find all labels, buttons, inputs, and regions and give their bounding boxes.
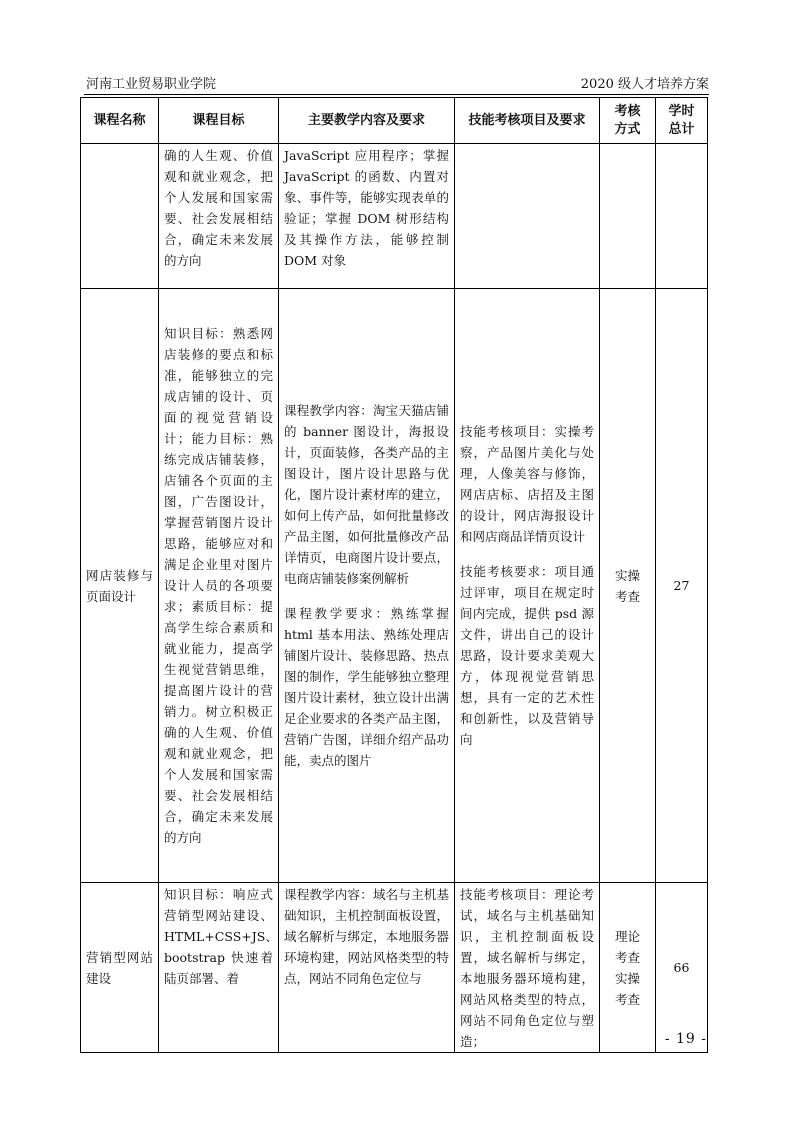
header-exam-method [600, 98, 656, 144]
exam-method-cell [600, 144, 656, 289]
header-exam-method-line1: 考核 [614, 103, 641, 119]
header-hours [656, 98, 708, 144]
header-content: 主要教学内容及要求 [279, 98, 455, 144]
hours-cell: 66 [656, 883, 708, 1053]
exam-method-line: 考查 [614, 949, 640, 965]
header-course-goal: 课程目标 [159, 98, 279, 144]
header-divider [84, 94, 709, 95]
table-header-row [81, 98, 708, 144]
course-name-cell [81, 144, 159, 289]
content-requirement-text: 课程教学要求：熟练掌握 html 基本用法、熟练处理店铺图片设计、装修思路、热点图的制作，学生能够独立整理图片设计素材，独立设计出满足企业要求的各类产品主图，营销广告图，详细介绍产品功能，卖点的图片 [284, 606, 449, 768]
header-school-name: 河南工业贸易职业学院 [86, 77, 217, 92]
header-exam-method-line2: 方式 [614, 121, 641, 137]
exam-method-line: 考查 [614, 588, 640, 604]
skills-requirement-text: 技能考核要求：项目通过评审，项目在规定时间内完成，提供 psd 源文件，讲出自己的设计思路，设计要求美观大方，体现视觉营销思想，具有一定的艺术性和创新性，以及营销导向 [460, 564, 594, 747]
page-number: - 19 - [664, 1031, 707, 1047]
exam-method-cell [600, 883, 656, 1053]
course-name-cell: 网店装修与页面设计 [81, 289, 159, 883]
course-goal-cell: 知识目标：熟悉网店装修的要点和标准，能够独立的完成店铺的设计、页面的视觉营销设计；能力目标：熟练完成店铺装修，店铺各个页面的主图，广告图设计，掌握营销图片设计思路，能够应对和满足企业里对图片设计人员的各项要求；素质目标：提高学生综合素质和就业能力，提高学生视觉营销思维，提高图片设计的营销力。树立积极正确的人生观、价值观和就业观念，把个人发展和国家需要、社会发展相结合，确定未来发展的方向 [159, 289, 279, 883]
course-goal-cell: 确的人生观、价值观和就业观念，把个人发展和国家需要、社会发展相结合，确定未来发展的方向 [159, 144, 279, 289]
header-hours-line1: 学时 [668, 103, 695, 119]
table-row [81, 289, 708, 883]
header-hours-line2: 总计 [668, 121, 695, 137]
table-row [81, 883, 708, 1053]
exam-method-line: 考查 [614, 991, 640, 1007]
header-course-name: 课程名称 [81, 98, 159, 144]
exam-method-cell [600, 289, 656, 883]
hours-cell: 27 [656, 289, 708, 883]
content-cell: JavaScript 应用程序；掌握 JavaScript 的函数、内置对象、事件等，能够实现表单的验证；掌握 DOM 树形结构及其操作方法，能够控制 DOM 对象 [279, 144, 455, 289]
table-row [81, 144, 708, 289]
exam-method-line: 实操 [614, 970, 640, 986]
content-cell: 课程教学内容：域名与主机基础知识，主机控制面板设置，域名解析与绑定，本地服务器环境构建，网站风格类型的特点，网站不同角色定位与 [279, 883, 455, 1053]
skills-cell [455, 289, 600, 883]
course-goal-cell: 知识目标：响应式营销型网站建设、HTML+CSS+JS、bootstrap 快速着陆页部署、着 [159, 883, 279, 1053]
content-cell [279, 289, 455, 883]
header-program-title: 2020 级人才培养方案 [580, 77, 709, 92]
header-skills: 技能考核项目及要求 [455, 98, 600, 144]
skills-cell [455, 144, 600, 289]
exam-method-line: 理论 [614, 928, 640, 944]
exam-method-line: 实操 [614, 567, 640, 583]
skills-item-text: 技能考核项目：实操考察，产品图片美化与处理，人像美容与修饰，网店店标、店招及主图的设计，网店海报设计和网店商品详情页设计 [460, 424, 594, 544]
course-name-cell: 营销型网站建设 [81, 883, 159, 1053]
hours-cell [656, 144, 708, 289]
content-text: 课程教学内容：淘宝天猫店铺的 banner 图设计，海报设计，页面装修，各类产品的主图设计，图片设计思路与优化，图片设计素材库的建立，如何上传产品，如何批量修改产品主图，如何批量修改产品详情页，电商图片设计要点，电商店铺装修案例解析 [284, 403, 449, 586]
course-table [80, 97, 708, 1053]
skills-cell: 技能考核项目：理论考试，域名与主机基础知识，主机控制面板设置，域名解析与绑定，本地服务器环境构建，网站风格类型的特点，网站不同角色定位与塑造； [455, 883, 600, 1053]
